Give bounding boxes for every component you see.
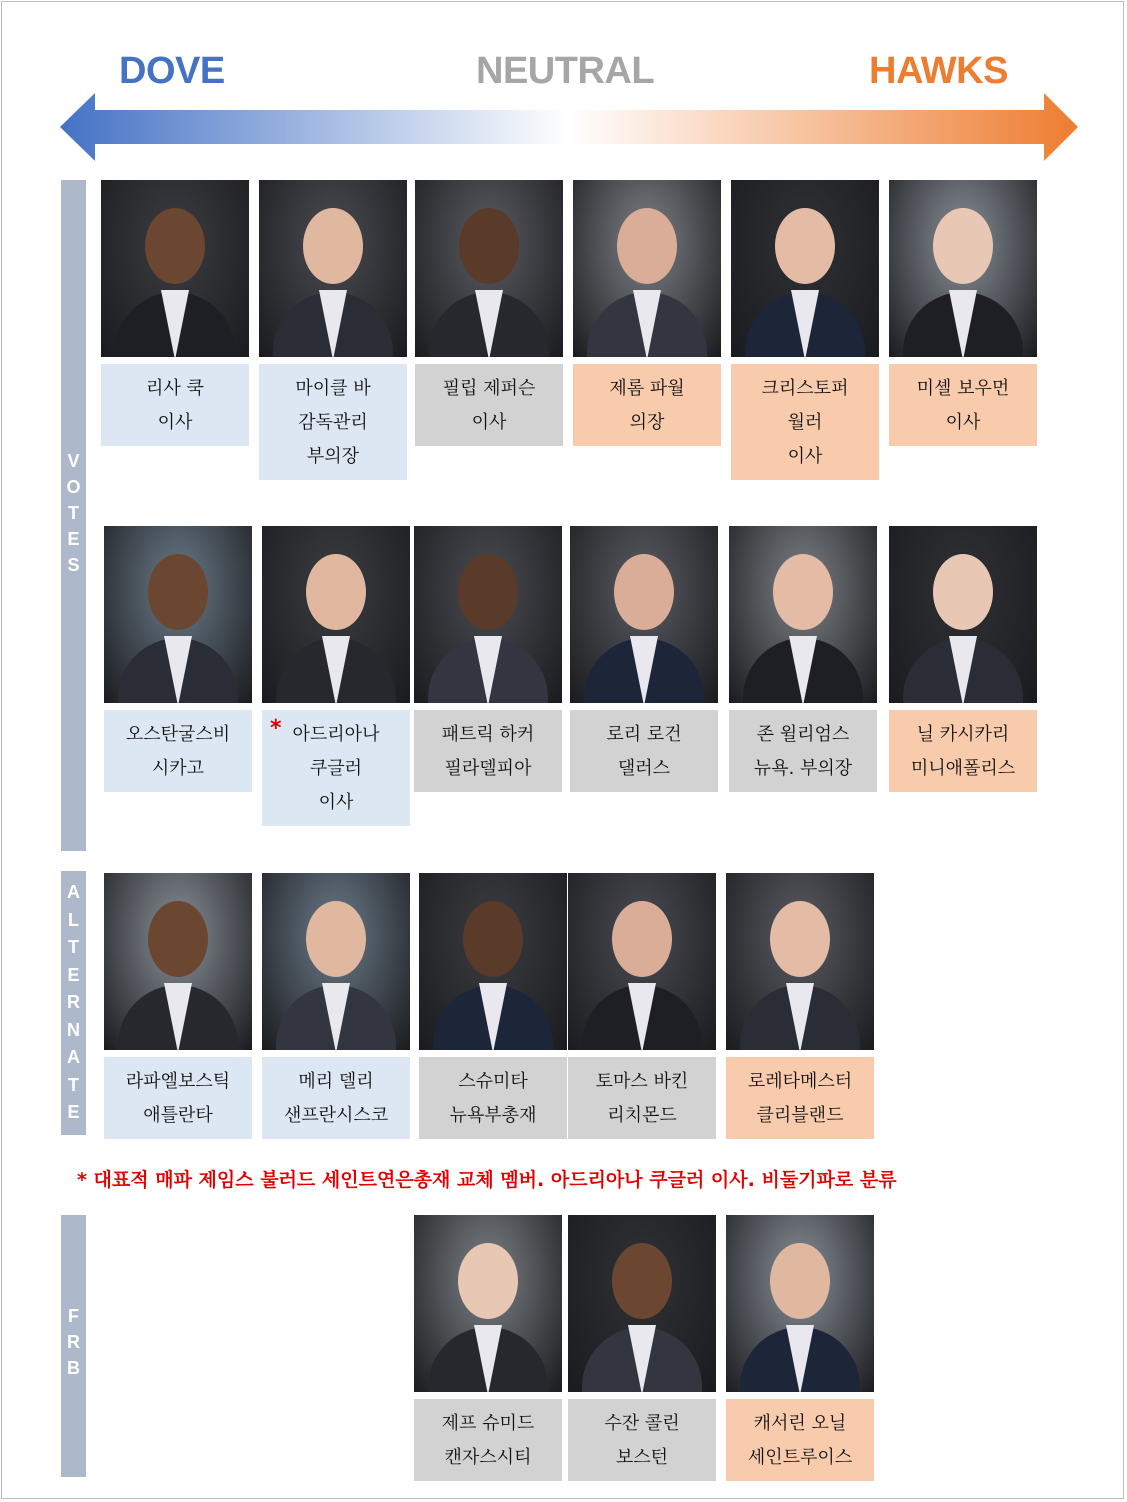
member-label: [419, 1057, 567, 1139]
member-portrait: [414, 1215, 562, 1392]
member-role: 이사: [787, 446, 823, 467]
member-label: [415, 364, 563, 446]
member-name: 패트릭 하커: [441, 724, 535, 745]
member-label: [414, 1399, 562, 1481]
member-label: [726, 1399, 874, 1481]
member-name: 수잔 콜린: [604, 1413, 680, 1434]
member-card: [104, 526, 252, 792]
member-label: [104, 710, 252, 792]
member-portrait: [726, 1215, 874, 1392]
member-role: 보스턴: [615, 1447, 669, 1468]
member-role: 애틀란타: [143, 1105, 213, 1126]
member-card: [729, 526, 877, 792]
member-card: [262, 526, 410, 826]
member-role: 월러: [787, 412, 823, 433]
member-role: 캔자스시티: [444, 1447, 532, 1468]
member-name: 미셸 보우먼: [916, 378, 1010, 399]
member-label: [573, 364, 721, 446]
member-name: 스슈미타: [458, 1071, 528, 1092]
member-role: 이사: [471, 412, 507, 433]
dove-hawk-arrow: [58, 92, 1082, 164]
member-name: 메리 델리: [298, 1071, 374, 1092]
member-portrait: [889, 526, 1037, 703]
member-role: 시카고: [151, 758, 205, 779]
member-card: [101, 180, 249, 446]
footnote: * 대표적 매파 제임스 불러드 세인트연은총재 교체 멤버. 아드리아나 쿠글러 이사. 비둘기파로 분류: [77, 1169, 897, 1191]
member-card: [568, 1215, 716, 1481]
member-role: 이사: [945, 412, 981, 433]
member-label: [568, 1399, 716, 1481]
member-name: 캐서린 오닐: [753, 1413, 847, 1434]
member-role: 필라델피아: [444, 758, 532, 779]
frb-group-label: F R B: [67, 1306, 80, 1378]
member-card: [104, 873, 252, 1139]
member-portrait: [262, 526, 410, 703]
member-portrait: [568, 1215, 716, 1392]
member-portrait: [414, 526, 562, 703]
member-label: [729, 710, 877, 792]
member-card: [568, 873, 716, 1139]
hawks-label: HAWKS: [869, 50, 1008, 92]
alternate-group-label: A L T E R N A T E: [67, 882, 80, 1122]
member-role: 클리블랜드: [756, 1105, 844, 1126]
member-card: [259, 180, 407, 480]
member-label: [259, 364, 407, 480]
member-name: 제프 슈미드: [441, 1413, 535, 1434]
footnote-star: *: [270, 716, 282, 741]
member-label: [889, 710, 1037, 792]
member-role: 뉴욕. 부의장: [753, 758, 853, 779]
member-name: 제롬 파월: [609, 378, 685, 399]
member-portrait: [731, 180, 879, 357]
member-portrait: [259, 180, 407, 357]
member-role: 세인트루이스: [747, 1447, 853, 1468]
member-portrait: [415, 180, 563, 357]
member-portrait: [419, 873, 567, 1050]
alternate-group-bar: [61, 871, 86, 1135]
member-card: [570, 526, 718, 792]
member-role: 감독관리: [298, 412, 368, 433]
member-portrait: [726, 873, 874, 1050]
member-label: [568, 1057, 716, 1139]
member-card: [414, 1215, 562, 1481]
dove-label: DOVE: [119, 50, 225, 92]
member-portrait: [729, 526, 877, 703]
member-card: [731, 180, 879, 480]
member-portrait: [889, 180, 1037, 357]
member-name: 마이클 바: [295, 378, 371, 399]
member-role: 샌프란시스코: [283, 1105, 389, 1126]
member-label: [889, 364, 1037, 446]
member-role: 이사: [318, 792, 354, 813]
member-name: 존 윌리엄스: [756, 724, 850, 745]
member-name: 라파엘보스틱: [125, 1071, 231, 1092]
member-label: [101, 364, 249, 446]
member-name: 리사 쿡: [146, 378, 204, 399]
member-role: 뉴욕부총재: [449, 1105, 537, 1126]
member-role: 리치몬드: [607, 1105, 677, 1126]
member-portrait: [101, 180, 249, 357]
member-portrait: [104, 873, 252, 1050]
member-name: 필립 제퍼슨: [442, 378, 536, 399]
member-label: [726, 1057, 874, 1139]
member-label: [414, 710, 562, 792]
member-name: 로리 로건: [606, 724, 682, 745]
member-label: [104, 1057, 252, 1139]
member-portrait: [104, 526, 252, 703]
member-card: [726, 1215, 874, 1481]
member-card: [889, 526, 1037, 792]
member-card: [415, 180, 563, 446]
member-card: [262, 873, 410, 1139]
member-name: 오스탄굴스비: [125, 724, 231, 745]
member-card: [573, 180, 721, 446]
neutral-label: NEUTRAL: [476, 50, 655, 92]
member-label: [570, 710, 718, 792]
member-name: 아드리아나: [292, 724, 380, 745]
member-role: 부의장: [306, 446, 360, 467]
member-portrait: [568, 873, 716, 1050]
member-label: [731, 364, 879, 480]
member-role: 댈러스: [617, 758, 671, 779]
member-label: [262, 710, 410, 826]
member-name: 크리스토퍼: [761, 378, 849, 399]
votes-group-label: V O T E S: [66, 451, 81, 575]
member-portrait: [570, 526, 718, 703]
member-name: 로레타메스터: [747, 1071, 853, 1092]
member-role: 이사: [157, 412, 193, 433]
member-card: [419, 873, 567, 1139]
member-role: 미니애폴리스: [910, 758, 1016, 779]
member-portrait: [573, 180, 721, 357]
frb-group-bar: [61, 1215, 86, 1477]
member-name: 토마스 바킨: [595, 1071, 689, 1092]
member-portrait: [262, 873, 410, 1050]
member-role: 의장: [629, 412, 665, 433]
member-label: [262, 1057, 410, 1139]
member-name: 닐 카시카리: [916, 724, 1010, 745]
member-role: 쿠글러: [309, 758, 363, 779]
member-card: [889, 180, 1037, 446]
member-card: [414, 526, 562, 792]
votes-group-bar: [61, 180, 86, 851]
member-card: [726, 873, 874, 1139]
